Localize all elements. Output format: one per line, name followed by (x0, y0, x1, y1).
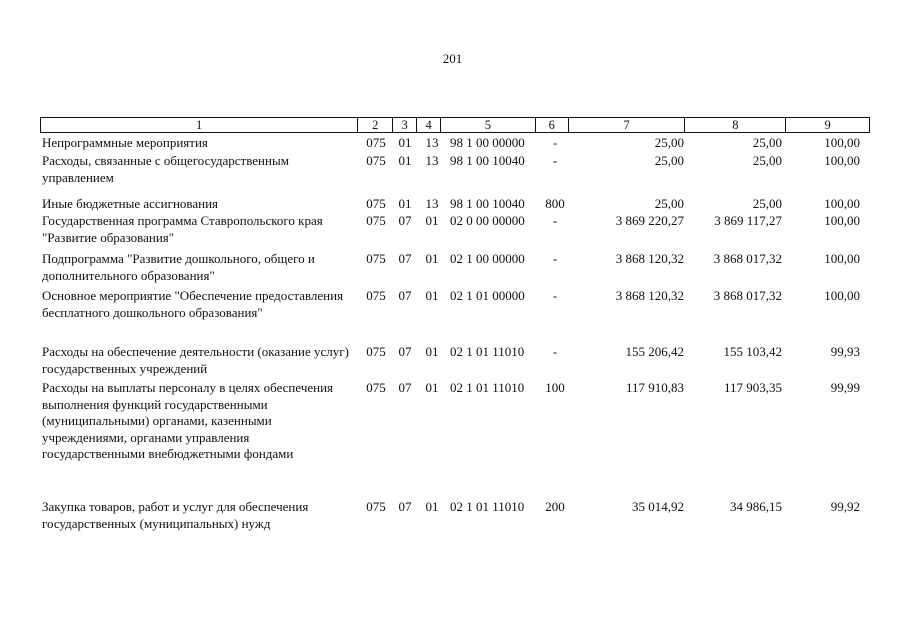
cell-percent: 100,00 (824, 288, 860, 303)
cell-section: 01 (398, 196, 412, 211)
row-name: Закупка товаров, работ и услуг для обеспечения государственных (муниципальных) нужд (42, 499, 309, 531)
cell-planned: 35 014,92 (632, 499, 684, 514)
cell-ministry: 075 (366, 499, 386, 514)
cell-executed: 25,00 (752, 196, 782, 211)
row-name: Непрограммные мероприятия (42, 135, 208, 150)
column-header-7: 7 (569, 118, 686, 132)
column-header-3: 3 (393, 118, 417, 132)
cell-expense-type: - (552, 344, 558, 359)
cell-ministry: 075 (366, 196, 386, 211)
cell-section: 07 (398, 380, 412, 395)
row-name: Основное мероприятие "Обеспечение предоставления бесплатного дошкольного образования" (42, 288, 344, 320)
cell-subsection: 01 (425, 499, 439, 514)
cell-subsection: 01 (425, 380, 439, 395)
column-header-4: 4 (417, 118, 441, 132)
column-header-9: 9 (824, 118, 831, 132)
cell-section: 07 (398, 213, 412, 228)
cell-expense-type: 100 (545, 380, 565, 395)
cell-percent: 100,00 (824, 251, 860, 266)
column-header-1: 1 (41, 118, 358, 132)
cell-executed: 3 869 117,27 (714, 213, 782, 228)
cell-subsection: 13 (425, 196, 439, 211)
cell-section: 07 (398, 251, 412, 266)
cell-percent: 99,93 (830, 344, 860, 359)
cell-executed: 117 903,35 (723, 380, 782, 395)
cell-ministry: 075 (366, 153, 386, 168)
cell-subsection: 01 (425, 344, 439, 359)
cell-planned: 117 910,83 (625, 380, 684, 395)
cell-subsection: 01 (425, 251, 439, 266)
cell-subsection: 01 (425, 213, 439, 228)
cell-subsection: 01 (425, 288, 439, 303)
cell-target-article: 02 1 00 00000 (450, 251, 525, 266)
cell-executed: 3 868 017,32 (713, 288, 782, 303)
cell-expense-type: - (552, 153, 558, 168)
cell-executed: 155 103,42 (723, 344, 782, 359)
column-header-2: 2 (358, 118, 393, 132)
cell-percent: 100,00 (824, 153, 860, 168)
table-header (40, 117, 870, 133)
cell-target-article: 98 1 00 10040 (450, 153, 525, 168)
cell-target-article: 02 1 01 11010 (450, 344, 525, 359)
cell-target-article: 02 1 01 11010 (450, 380, 525, 395)
cell-ministry: 075 (366, 213, 386, 228)
cell-expense-type: 800 (545, 196, 565, 211)
cell-section: 01 (398, 135, 412, 150)
cell-target-article: 98 1 00 10040 (450, 196, 525, 211)
cell-percent: 100,00 (824, 196, 860, 211)
cell-executed: 34 986,15 (730, 499, 782, 514)
cell-ministry: 075 (366, 344, 386, 359)
cell-ministry: 075 (366, 251, 386, 266)
cell-executed: 25,00 (752, 135, 782, 150)
row-name: Расходы, связанные с общегосударственным управлением (42, 153, 289, 185)
row-name: Государственная программа Ставропольского края "Развитие образования" (42, 213, 323, 245)
column-header-8: 8 (685, 118, 786, 132)
column-header-6: 6 (536, 118, 569, 132)
cell-section: 01 (398, 153, 412, 168)
cell-target-article: 02 1 01 11010 (450, 499, 525, 514)
cell-planned: 3 869 220,27 (615, 213, 684, 228)
row-name: Расходы на выплаты персоналу в целях обеспечения выполнения функций государственными (муниципальными) органами, казенными учреждениями, органами управления государственными внебюджетными фондами (42, 380, 334, 461)
row-name: Подпрограмма "Развитие дошкольного, общего и дополнительного образования" (42, 251, 315, 283)
cell-ministry: 075 (366, 288, 386, 303)
cell-planned: 3 868 120,32 (615, 288, 684, 303)
cell-expense-type: - (552, 213, 558, 228)
cell-expense-type: 200 (545, 499, 565, 514)
cell-expense-type: - (552, 251, 558, 266)
cell-percent: 100,00 (824, 213, 860, 228)
cell-section: 07 (398, 344, 412, 359)
cell-ministry: 075 (366, 135, 386, 150)
cell-percent: 99,99 (830, 380, 860, 395)
cell-target-article: 98 1 00 00000 (450, 135, 525, 150)
cell-planned: 25,00 (654, 196, 684, 211)
cell-planned: 155 206,42 (625, 344, 684, 359)
cell-section: 07 (398, 288, 412, 303)
page-number: 201 (442, 51, 463, 66)
cell-percent: 100,00 (824, 135, 860, 150)
cell-section: 07 (398, 499, 412, 514)
cell-ministry: 075 (366, 380, 386, 395)
row-name: Расходы на обеспечение деятельности (оказание услуг) государственных учреждений (42, 344, 349, 376)
cell-subsection: 13 (425, 153, 439, 168)
cell-expense-type: - (552, 288, 558, 303)
cell-target-article: 02 0 00 00000 (450, 213, 525, 228)
cell-executed: 25,00 (752, 153, 782, 168)
cell-planned: 25,00 (654, 153, 684, 168)
row-name: Иные бюджетные ассигнования (42, 196, 219, 211)
cell-executed: 3 868 017,32 (713, 251, 782, 266)
cell-target-article: 02 1 01 00000 (450, 288, 525, 303)
cell-expense-type: - (552, 135, 558, 150)
cell-percent: 99,92 (830, 499, 860, 514)
column-header-5: 5 (441, 118, 536, 132)
cell-planned: 25,00 (654, 135, 684, 150)
cell-subsection: 13 (425, 135, 439, 150)
cell-planned: 3 868 120,32 (615, 251, 684, 266)
